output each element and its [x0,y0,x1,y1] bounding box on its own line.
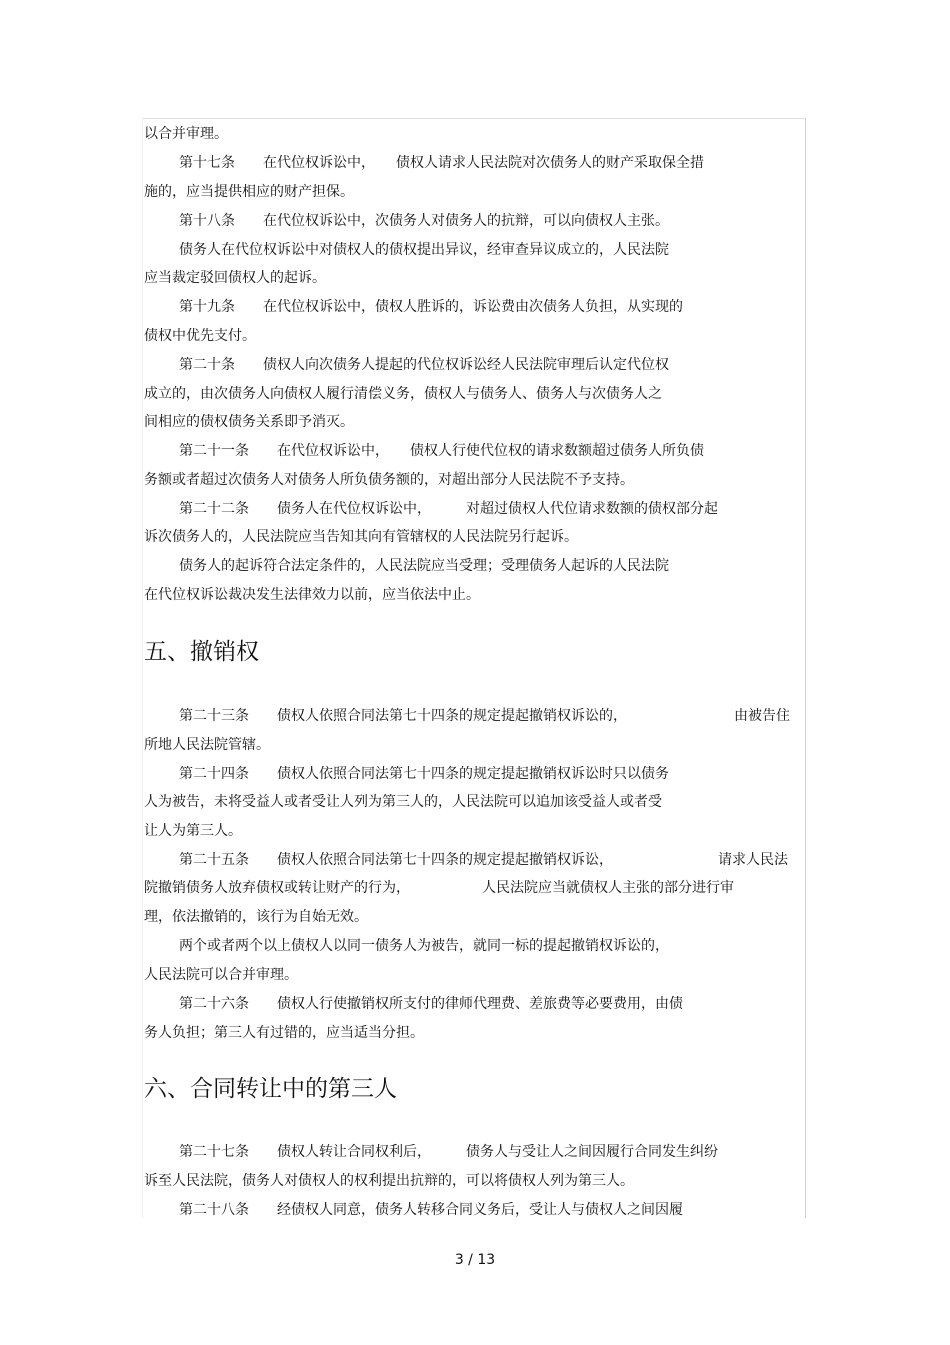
text-line: 成立的，由次债务人向债权人履行清偿义务，债权人与债务人、债务人与次债务人之 [144,386,662,402]
text-line: 第十八条 在代位权诉讼中，次债务人对债务人的抗辩，可以向债权人主张。 [179,213,669,229]
text-line: 第二十三条 债权人依照合同法第七十四条的规定提起撤销权诉讼的， [179,708,627,724]
text-line: 所地人民法院管辖。 [144,737,270,753]
text-line: 间相应的债权债务关系即予消灭。 [144,414,354,430]
text-line: 人民法院可以合并审理。 [144,967,298,983]
text-line: 债务人在代位权诉讼中对债权人的债权提出异议，经审查异议成立的，人民法院 [179,242,669,258]
text-line: 人民法院应当就债权人主张的部分进行审 [482,880,734,896]
text-line: 第二十条 债权人向次债务人提起的代位权诉讼经人民法院审理后认定代位权 [179,357,669,373]
text-line: 以合并审理。 [144,126,228,142]
text-line: 让人为第三人。 [144,823,242,839]
text-line: 施的，应当提供相应的财产担保。 [144,184,354,200]
text-line: 第十七条 在代位权诉讼中， 债权人请求人民法院对次债务人的财产采取保全措 [179,155,704,171]
text-line: 由被告住 [734,708,790,724]
text-line: 债务人的起诉符合法定条件的，人民法院应当受理；受理债务人起诉的人民法院 [179,558,669,574]
text-line: 理，依法撤销的，该行为自始无效。 [144,909,368,925]
text-line: 第二十一条 在代位权诉讼中， 债权人行使代位权的请求数额超过债务人所负债 [179,443,704,459]
text-line: 第二十四条 债权人依照合同法第七十四条的规定提起撤销权诉讼时只以债务 [179,766,669,782]
text-line: 第十九条 在代位权诉讼中，债权人胜诉的，诉讼费由次债务人负担，从实现的 [179,299,683,315]
text-line: 院撤销债务人放弃债权或转让财产的行为， [144,880,410,896]
text-line: 第二十二条 债务人在代位权诉讼中， 对超过债权人代位请求数额的债权部分起 [179,501,718,517]
page-number: 3 / 13 [454,1252,496,1268]
text-line: 第二十七条 债权人转让合同权利后， 债务人与受让人之间因履行合同发生纠纷 [179,1144,718,1160]
text-line: 第二十五条 债权人依照合同法第七十四条的规定提起撤销权诉讼， [179,852,613,868]
section-heading: 五、撤销权 [144,639,259,665]
text-line: 第二十八条 经债权人同意，债务人转移合同义务后，受让人与债权人之间因履 [179,1202,683,1218]
text-line: 人为被告，未将受益人或者受让人列为第三人的，人民法院可以追加该受益人或者受 [144,794,662,810]
text-line: 债权中优先支付。 [144,328,256,344]
text-line: 应当裁定驳回债权人的起诉。 [144,270,326,286]
text-line: 在代位权诉讼裁决发生法律效力以前，应当依法中止。 [144,587,480,603]
text-line: 两个或者两个以上债权人以同一债务人为被告，就同一标的提起撤销权诉讼的， [179,938,669,954]
text-line: 第二十六条 债权人行使撤销权所支付的律师代理费、差旅费等必要费用，由债 [179,996,683,1012]
section-heading: 六、合同转让中的第三人 [144,1076,397,1102]
text-line: 务人负担；第三人有过错的，应当适当分担。 [144,1025,424,1041]
text-line: 请求人民法 [718,852,788,868]
text-line: 诉次债务人的，人民法院应当告知其向有管辖权的人民法院另行起诉。 [144,529,578,545]
text-line: 诉至人民法院，债务人对债权人的权利提出抗辩的，可以将债权人列为第三人。 [144,1173,634,1189]
text-line: 务额或者超过次债务人对债务人所负债务额的，对超出部分人民法院不予支持。 [144,472,634,488]
